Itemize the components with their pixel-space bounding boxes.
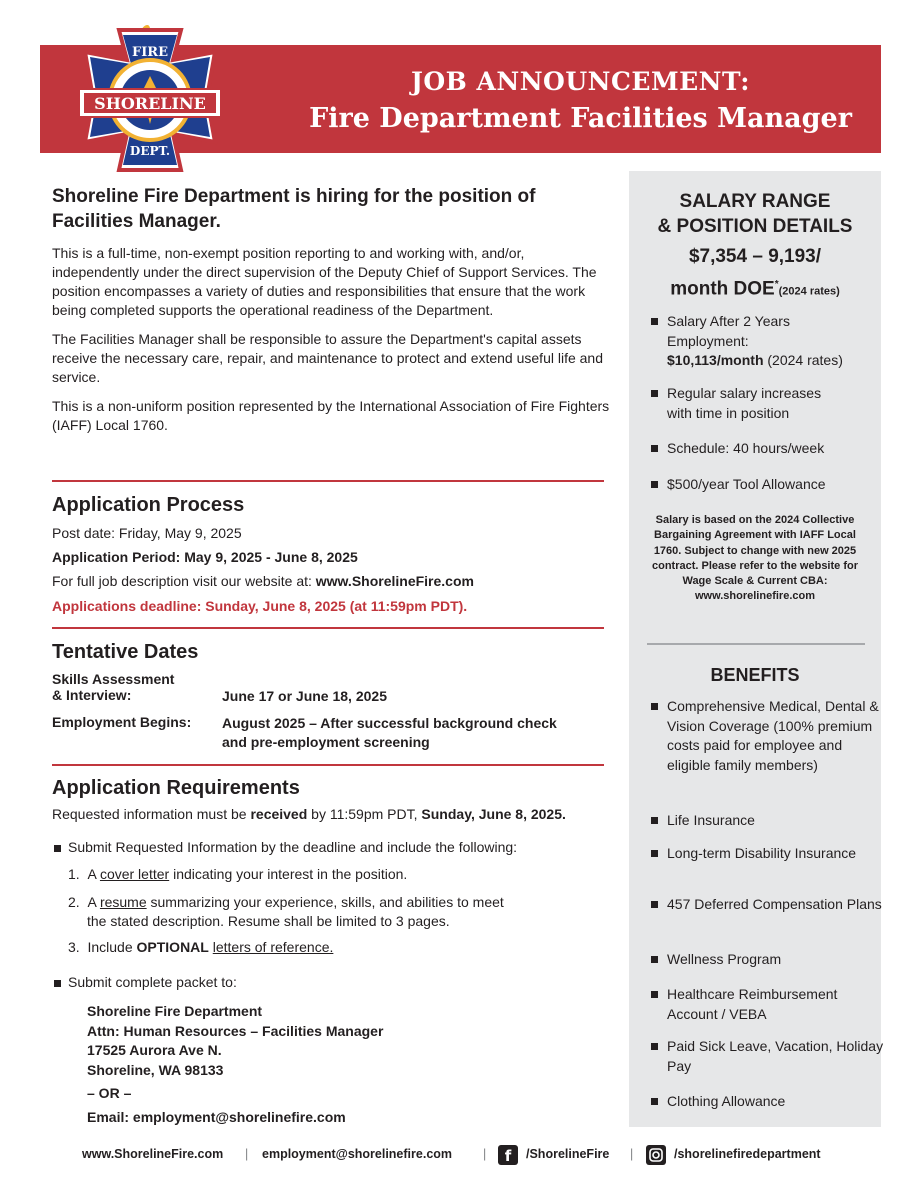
requested-prefix: Requested information must be [52,806,251,822]
application-requirements-heading: Application Requirements [52,777,300,799]
benefit-item: Clothing Allowance [651,1092,887,1112]
footer-separator: | [483,1147,487,1161]
item-2-line2: the stated description. Resume shall be limited to 3 pages. [87,913,450,929]
logo-dept-text: DEPT. [129,144,171,158]
salary-after-amount: $10,113/month [667,352,764,368]
salary-title [629,189,881,239]
requirement-bullet-1: Submit Requested Information by the deadline and include the following: [68,839,518,855]
salary-detail-item [651,312,887,371]
email-address[interactable]: Email: employment@shorelinefire.com [87,1109,346,1125]
address-line-3: 17525 Aurora Ave N. [87,1042,222,1058]
footer-instagram[interactable]: /shorelinefiredepartment [674,1147,821,1161]
shoreline-fire-logo [55,20,245,175]
resume-text: resume [99,894,147,910]
benefits-title: BENEFITS [710,665,800,685]
or-separator: – OR – [87,1085,132,1101]
benefit-item: Long-term Disability Insurance [651,844,887,864]
salary-after-line2: Employment: [667,332,749,349]
salary-increase-line1: Regular salary increases [667,385,822,401]
position-title: Fire Department Facilities Manager [309,103,852,134]
instagram-icon[interactable] [646,1145,666,1165]
website-line [52,573,474,589]
salary-range-line2: month DOE [670,278,775,300]
item-pre: A [87,866,100,882]
salary-sidebar [629,171,884,1127]
benefit-item: Comprehensive Medical, Dental & Vision Coverage (100% premium costs paid for employee and eligible family members) [651,697,887,775]
address-line-1: Shoreline Fire Department [87,1003,263,1019]
salary-detail-item [651,384,887,423]
benefit-item: Paid Sick Leave, Vacation, Holiday Pay [651,1037,887,1076]
skills-label-line2: & Interview: [52,687,132,703]
salary-detail-item: $500/year Tool Allowance [651,475,887,495]
footer-separator: | [245,1147,249,1161]
website-prefix: For full job description visit our website at: [52,573,316,589]
item-pre: Include [87,939,137,955]
skills-date: June 17 or June 18, 2025 [222,688,387,704]
requested-received: received [250,806,308,822]
employment-value-line2: and pre-employment screening [222,734,430,750]
address-line-4: Shoreline, WA 98133 [87,1061,224,1078]
requirement-item-3 [68,939,333,955]
item-number: 1. [68,866,80,882]
salary-range [629,243,881,305]
salary-increase-line2: with time in position [667,404,790,421]
requested-date: Sunday, June 8, 2025. [421,806,566,822]
intro-paragraph-1: This is a full-time, non-exempt position reporting to and working with, and/or, independently under the direct supervision of the Deputy Chief of Support Services. The position encompasses a variety of duties and responsibilities that ensure that the work being completed supports the operational readiness of the Department. [52,245,597,318]
bullet-square [54,980,61,987]
benefit-item: Life Insurance [651,811,887,831]
logo-fire-text: FIRE [131,45,169,60]
skills-label-line1: Skills Assessment [52,671,175,687]
sidebar-divider [647,643,865,645]
salary-title-line1: SALARY RANGE [679,191,831,212]
requirement-bullet-2: Submit complete packet to: [68,974,237,990]
tentative-dates-heading: Tentative Dates [52,641,199,663]
salary-title-line2: & POSITION DETAILS [657,216,853,237]
salary-asterisk: * [774,279,779,290]
intro-paragraph-2: The Facilities Manager shall be responsible to assure the Department's capital assets receive the necessary care, repair, and maintenance to protect and extend useful life and service. [52,331,604,385]
item-number: 3. [68,939,80,955]
item-post: indicating your interest in the position. [169,866,408,882]
application-process-heading: Application Process [52,494,245,516]
post-date: Post date: Friday, May 9, 2025 [52,525,242,541]
application-period: Application Period: May 9, 2025 - June 8, 2025 [52,549,358,565]
benefit-item: Wellness Program [651,950,887,970]
salary-note: Salary is based on the 2024 Collective Bargaining Agreement with IAFF Local 1760. Subject to change with new 2025 contract. Please refer to the website for Wage Scale & Current CBA: www.shorelinefire.com [651,514,858,603]
salary-after-rates: (2024 rates) [763,352,843,368]
footer-website[interactable]: www.ShorelineFire.com [82,1147,224,1161]
requirement-item-1 [68,866,407,882]
letters-of-reference-text: letters of reference. [212,939,334,955]
logo-shoreline-text: SHORELINE [94,94,206,113]
salary-rates-note: (2024 rates) [778,285,840,298]
intro-heading: Shoreline Fire Department is hiring for the position of Facilities Manager. [52,186,536,232]
section-divider [52,480,604,482]
footer-separator: | [630,1147,634,1161]
employment-value-line1: August 2025 – After successful background check [222,715,557,731]
item-pre: A [87,894,100,910]
address-line-2: Attn: Human Resources – Facilities Manager [87,1022,384,1039]
requested-info-line [52,806,566,822]
application-deadline: Applications deadline: Sunday, June 8, 2025 (at 11:59pm PDT). [52,598,468,614]
item-post: summarizing your experience, skills, and abilities to meet [146,894,504,910]
optional-text: OPTIONAL [136,939,209,955]
requirement-item-2 [68,893,504,931]
item-number: 2. [68,894,80,910]
employment-label: Employment Begins: [52,714,192,730]
benefit-item: 457 Deferred Compensation Plans [651,895,887,915]
bullet-square [54,845,61,852]
section-divider [52,627,604,629]
requested-mid: by 11:59pm PDT, [307,806,422,822]
mailing-address [87,1002,383,1080]
salary-range-line1: $7,354 – 9,193/ [688,246,822,267]
website-link[interactable]: www.ShorelineFire.com [315,573,474,589]
salary-after-line1: Salary After 2 Years [667,313,790,329]
skills-label [52,671,174,703]
intro-section [52,184,612,435]
facebook-icon[interactable]: f [498,1145,518,1165]
footer-email[interactable]: employment@shorelinefire.com [262,1147,453,1161]
job-announcement-title: JOB ANNOUNCEMENT: [411,67,750,96]
section-divider [52,764,604,766]
benefit-item: Healthcare Reimbursement Account / VEBA [651,985,887,1024]
cover-letter-text: cover letter [99,866,170,882]
intro-paragraph-3: This is a non-uniform position represented by the International Association of Fire Fighters (IAFF) Local 1760. [52,398,610,433]
footer-facebook[interactable]: /ShorelineFire [526,1147,610,1161]
salary-detail-item: Schedule: 40 hours/week [651,439,887,459]
employment-value [222,714,557,752]
